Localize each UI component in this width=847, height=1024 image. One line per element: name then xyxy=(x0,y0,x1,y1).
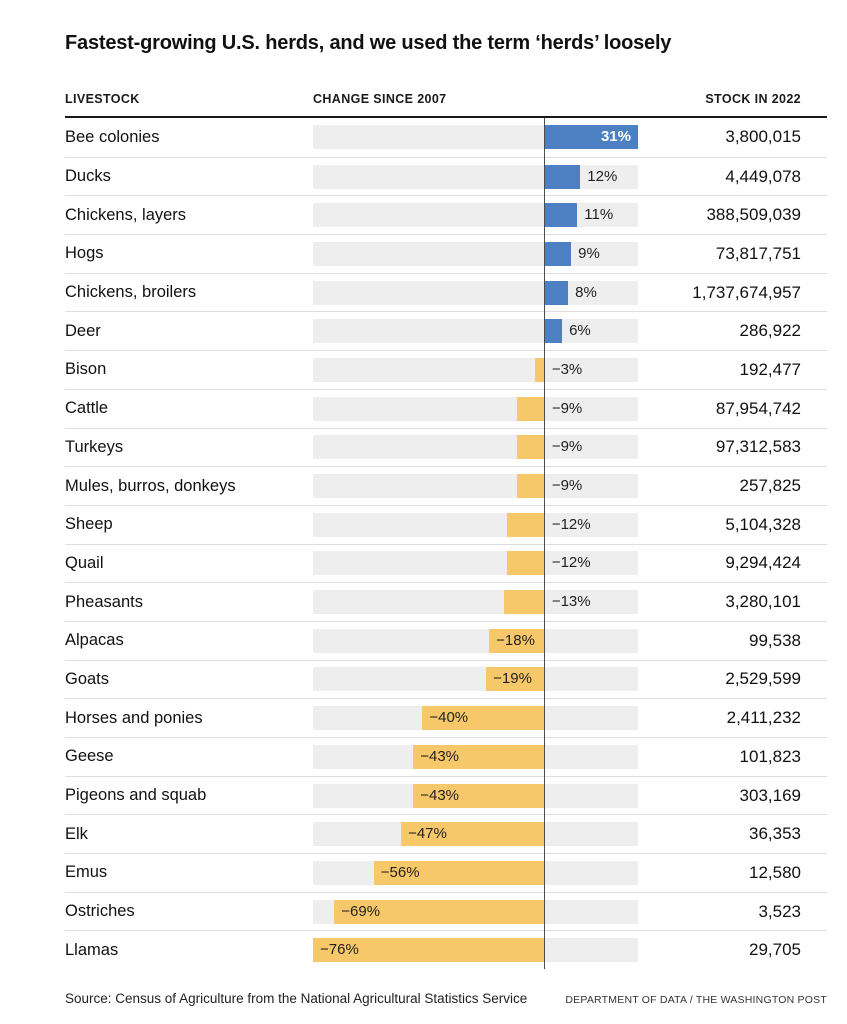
bar-track xyxy=(313,590,638,614)
table-row xyxy=(65,544,827,583)
stock-value: 2,411,232 xyxy=(726,708,801,728)
change-value-label: −40% xyxy=(429,709,469,727)
stock-value: 5,104,328 xyxy=(725,514,801,534)
stock-value: 36,353 xyxy=(749,824,801,844)
livestock-name: Quail xyxy=(65,553,104,572)
change-value-label: −3% xyxy=(551,360,583,378)
table-row xyxy=(65,621,827,660)
change-value-label: −18% xyxy=(496,631,535,649)
change-value-label: −9% xyxy=(551,399,583,417)
bar-track xyxy=(313,165,638,189)
livestock-name: Turkeys xyxy=(65,437,124,456)
change-value-label: 9% xyxy=(578,244,600,262)
bar-track xyxy=(313,784,638,808)
column-header-change: CHANGE SINCE 2007 xyxy=(313,92,447,106)
bar-track xyxy=(313,900,638,924)
livestock-name: Geese xyxy=(65,747,114,766)
bar-track xyxy=(313,203,638,227)
change-value-label: −43% xyxy=(420,747,460,765)
footer xyxy=(65,991,827,1006)
change-value-label: 12% xyxy=(587,167,618,185)
change-bar xyxy=(544,281,568,305)
change-value-label: −13% xyxy=(551,593,591,611)
change-value-label: −19% xyxy=(493,670,532,688)
table-row xyxy=(65,273,827,312)
stock-value: 4,449,078 xyxy=(725,166,801,186)
bar-track xyxy=(313,474,638,498)
change-bar xyxy=(517,435,544,459)
change-value-label: −47% xyxy=(408,825,447,843)
credit-line: DEPARTMENT OF DATA / THE WASHINGTON POST xyxy=(565,994,827,1007)
change-value-label: −9% xyxy=(551,438,583,456)
zero-axis-line xyxy=(544,118,545,969)
livestock-name: Chickens, layers xyxy=(65,205,187,224)
bar-track xyxy=(313,397,638,421)
livestock-name: Hogs xyxy=(65,244,104,263)
table-row xyxy=(65,737,827,776)
source-note: Source: Census of Agriculture from the National Agricultural Statistics Service xyxy=(65,991,528,1007)
table-row xyxy=(65,157,827,196)
livestock-name: Bison xyxy=(65,360,107,379)
stock-value: 99,538 xyxy=(749,630,801,650)
column-header-livestock: LIVESTOCK xyxy=(65,92,140,106)
change-value-label: −69% xyxy=(341,902,381,920)
bar-track xyxy=(313,513,638,537)
livestock-name: Ducks xyxy=(65,167,111,186)
bar-track xyxy=(313,435,638,459)
stock-value: 1,737,674,957 xyxy=(692,282,801,302)
change-value-label: −43% xyxy=(420,786,460,804)
stock-value: 87,954,742 xyxy=(715,398,801,418)
stock-value: 3,523 xyxy=(758,901,801,921)
stock-value: 257,825 xyxy=(739,476,801,496)
table-row xyxy=(65,428,827,467)
table-row xyxy=(65,814,827,853)
livestock-name: Alpacas xyxy=(65,631,124,650)
chart-title: Fastest-growing U.S. herds, and we used the term ‘herds’ loosely xyxy=(65,32,672,54)
change-value-label: −12% xyxy=(551,515,591,533)
table-row xyxy=(65,776,827,815)
table-row xyxy=(65,466,827,505)
livestock-name: Ostriches xyxy=(65,902,135,921)
change-bar xyxy=(517,474,544,498)
bar-track xyxy=(313,745,638,769)
table-row xyxy=(65,660,827,699)
stock-value: 101,823 xyxy=(739,746,801,766)
bar-track xyxy=(313,551,638,575)
table-row xyxy=(65,234,827,273)
stock-value: 12,580 xyxy=(749,862,801,882)
change-bar xyxy=(544,203,577,227)
bar-track xyxy=(313,358,638,382)
change-value-label: 6% xyxy=(569,322,591,340)
change-value-label: 8% xyxy=(575,283,597,301)
table-row xyxy=(65,118,827,157)
livestock-name: Chickens, broilers xyxy=(65,283,197,302)
bar-track xyxy=(313,667,638,691)
livestock-name: Emus xyxy=(65,863,108,882)
change-bar xyxy=(507,551,543,575)
column-headers xyxy=(65,92,827,118)
table-row xyxy=(65,698,827,737)
change-value-label: 11% xyxy=(584,206,614,224)
stock-value: 29,705 xyxy=(749,940,801,960)
table-row xyxy=(65,389,827,428)
livestock-name: Bee colonies xyxy=(65,127,160,146)
change-bar xyxy=(517,397,544,421)
bar-track xyxy=(313,629,638,653)
bar-track xyxy=(313,125,638,149)
change-value-label: −76% xyxy=(320,941,359,959)
livestock-name: Horses and ponies xyxy=(65,708,203,727)
stock-value: 2,529,599 xyxy=(725,669,801,689)
stock-value: 303,169 xyxy=(739,785,801,805)
stock-value: 388,509,039 xyxy=(706,205,801,225)
change-value-label: −9% xyxy=(551,477,583,495)
livestock-name: Pheasants xyxy=(65,592,143,611)
stock-value: 286,922 xyxy=(739,321,801,341)
livestock-name: Pigeons and squab xyxy=(65,786,207,805)
change-bar xyxy=(504,590,543,614)
bar-track xyxy=(313,242,638,266)
change-value-label: −12% xyxy=(551,554,591,572)
table-row xyxy=(65,582,827,621)
stock-value: 97,312,583 xyxy=(715,437,801,457)
bar-track xyxy=(313,706,638,730)
livestock-name: Cattle xyxy=(65,399,109,418)
livestock-name: Goats xyxy=(65,669,110,688)
table-row xyxy=(65,311,827,350)
bar-track xyxy=(313,281,638,305)
change-bar xyxy=(544,319,562,343)
livestock-name: Elk xyxy=(65,824,88,843)
bar-track xyxy=(313,938,638,962)
change-value-label: −56% xyxy=(380,863,420,881)
livestock-name: Deer xyxy=(65,321,101,340)
stock-value: 3,800,015 xyxy=(725,127,801,147)
livestock-name: Mules, burros, donkeys xyxy=(65,476,236,495)
livestock-name: Llamas xyxy=(65,940,119,959)
bar-track xyxy=(313,861,638,885)
table-row xyxy=(65,505,827,544)
table-row xyxy=(65,892,827,931)
table-row xyxy=(65,350,827,389)
stock-value: 192,477 xyxy=(739,359,801,379)
table-row xyxy=(65,930,827,969)
stock-value: 3,280,101 xyxy=(725,592,801,612)
change-value-label: 31% xyxy=(600,128,631,146)
stock-value: 73,817,751 xyxy=(715,243,801,263)
change-bar xyxy=(535,358,544,382)
table-row xyxy=(65,195,827,234)
bar-chart-rows xyxy=(65,118,827,969)
change-bar xyxy=(507,513,543,537)
column-header-stock: STOCK IN 2022 xyxy=(705,92,801,106)
bar-track xyxy=(313,319,638,343)
change-bar xyxy=(544,242,571,266)
change-bar xyxy=(544,165,580,189)
livestock-name: Sheep xyxy=(65,515,113,534)
table-row xyxy=(65,853,827,892)
stock-value: 9,294,424 xyxy=(725,553,801,573)
bar-track xyxy=(313,822,638,846)
